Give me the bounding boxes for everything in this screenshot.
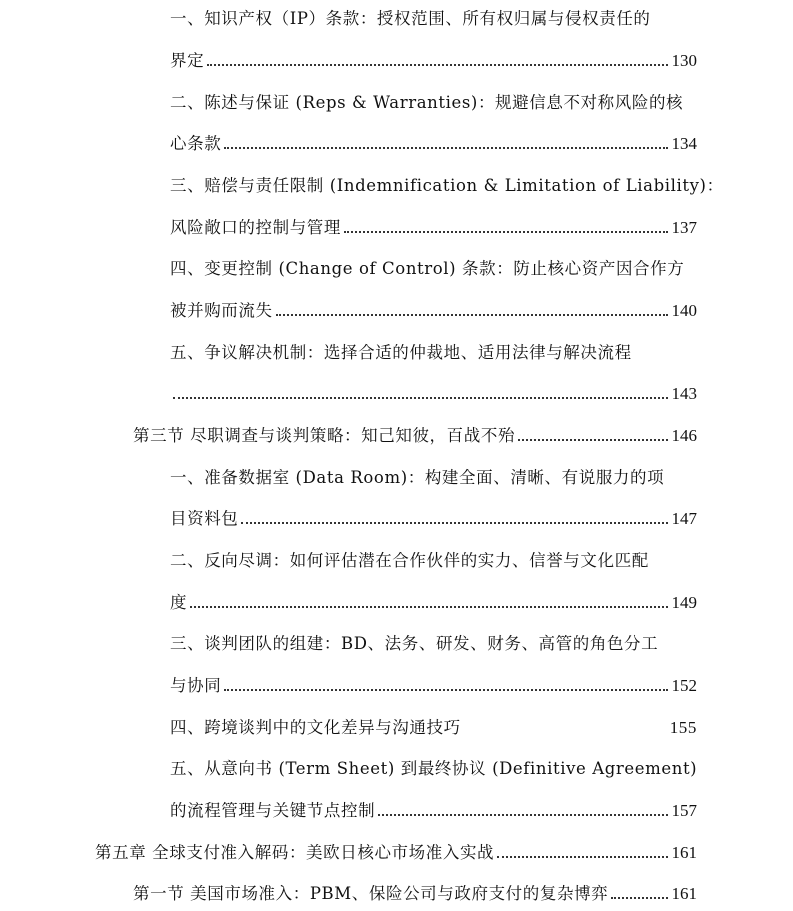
toc-page-number: 137 (671, 218, 697, 237)
toc-entry (170, 216, 697, 240)
toc-entry-text: 五、争议解决机制：选择合适的仲裁地、适用法律与解决流程 (170, 343, 632, 362)
toc-entry (170, 674, 697, 698)
toc-page-number: 143 (671, 384, 697, 403)
dot-leader (207, 64, 667, 66)
toc-entry (170, 49, 697, 73)
toc-entry (170, 132, 697, 156)
toc-entry-text: 四、变更控制 (Change of Control) 条款：防止核心资产因合作方 (170, 259, 685, 278)
toc-entry-text: 三、赔偿与责任限制 (Indemnification & Limitation of Liability)： (170, 176, 724, 195)
toc-entry-text: 第一节 美国市场准入：PBM、保险公司与政府支付的复杂博弈 (133, 884, 609, 903)
toc-entry-text: 的流程管理与关键节点控制 (170, 801, 376, 820)
dot-leader (173, 397, 668, 399)
toc-page-number: 157 (671, 801, 697, 820)
toc-page-number (670, 716, 697, 740)
toc-entry-text: 被并购而流失 (170, 301, 273, 320)
toc-page-number: 130 (671, 51, 697, 70)
toc-entry-text: 三、谈判团队的组建：BD、法务、研发、财务、高管的角色分工 (170, 634, 659, 653)
toc-entry-text: 第三节 尽职调查与谈判策略：知己知彼，百战不殆 (133, 426, 516, 445)
dot-leader (241, 522, 667, 524)
toc-entry-text: 界定 (170, 51, 205, 70)
toc-entry (170, 299, 697, 323)
dot-leader (276, 314, 668, 316)
dot-leader (224, 147, 667, 149)
dot-leader (190, 606, 667, 608)
toc-page-number: 152 (671, 676, 697, 695)
toc-entry-text: 风险敞口的控制与管理 (170, 218, 341, 237)
toc-entry-text: 心条款 (170, 134, 222, 153)
dot-leader (518, 439, 667, 441)
toc-entry-text: 五、从意向书 (Term Sheet) 到最终协议 (Definitive Agreement) (170, 759, 698, 778)
toc-entry (170, 382, 697, 406)
toc-entry-text: 一、准备数据室 (Data Room)：构建全面、清晰、有说服力的项 (170, 468, 665, 487)
toc-page-number: 161 (671, 843, 697, 862)
toc-page-number: 149 (671, 593, 697, 612)
toc-entry (170, 507, 697, 531)
toc-entry-text: 一、知识产权（IP）条款：授权范围、所有权归属与侵权责任的 (170, 9, 651, 28)
toc-page-number: 146 (671, 426, 697, 445)
toc-chapter-entry (95, 841, 697, 865)
toc-section-entry (133, 424, 697, 448)
toc-entry-text: 二、陈述与保证 (Reps & Warranties)：规避信息不对称风险的核 (170, 93, 684, 112)
toc-entry (170, 591, 697, 615)
dot-leader (611, 897, 667, 899)
dot-leader (497, 856, 667, 858)
toc-page-number: 155 (669, 718, 697, 737)
toc-entry-text: 第五章 全球支付准入解码：美欧日核心市场准入实战 (95, 843, 495, 862)
toc-page-number: 161 (671, 884, 697, 903)
toc-entry-text: 度 (170, 593, 188, 612)
toc-section-entry (133, 882, 697, 906)
toc-entry-text: 目资料包 (170, 509, 239, 528)
toc-page-number: 147 (671, 509, 697, 528)
toc-entry-text: 四、跨境谈判中的文化差异与沟通技巧 (170, 718, 461, 737)
dot-leader (378, 814, 667, 816)
toc-entry-text: 与协同 (170, 676, 222, 695)
dot-leader (344, 231, 668, 233)
toc-page-number: 140 (671, 301, 697, 320)
dot-leader (224, 689, 667, 691)
toc-entry-text: 二、反向尽调：如何评估潜在合作伙伴的实力、信誉与文化匹配 (170, 551, 649, 570)
toc-page-number: 134 (671, 134, 697, 153)
toc-entry (170, 799, 697, 823)
